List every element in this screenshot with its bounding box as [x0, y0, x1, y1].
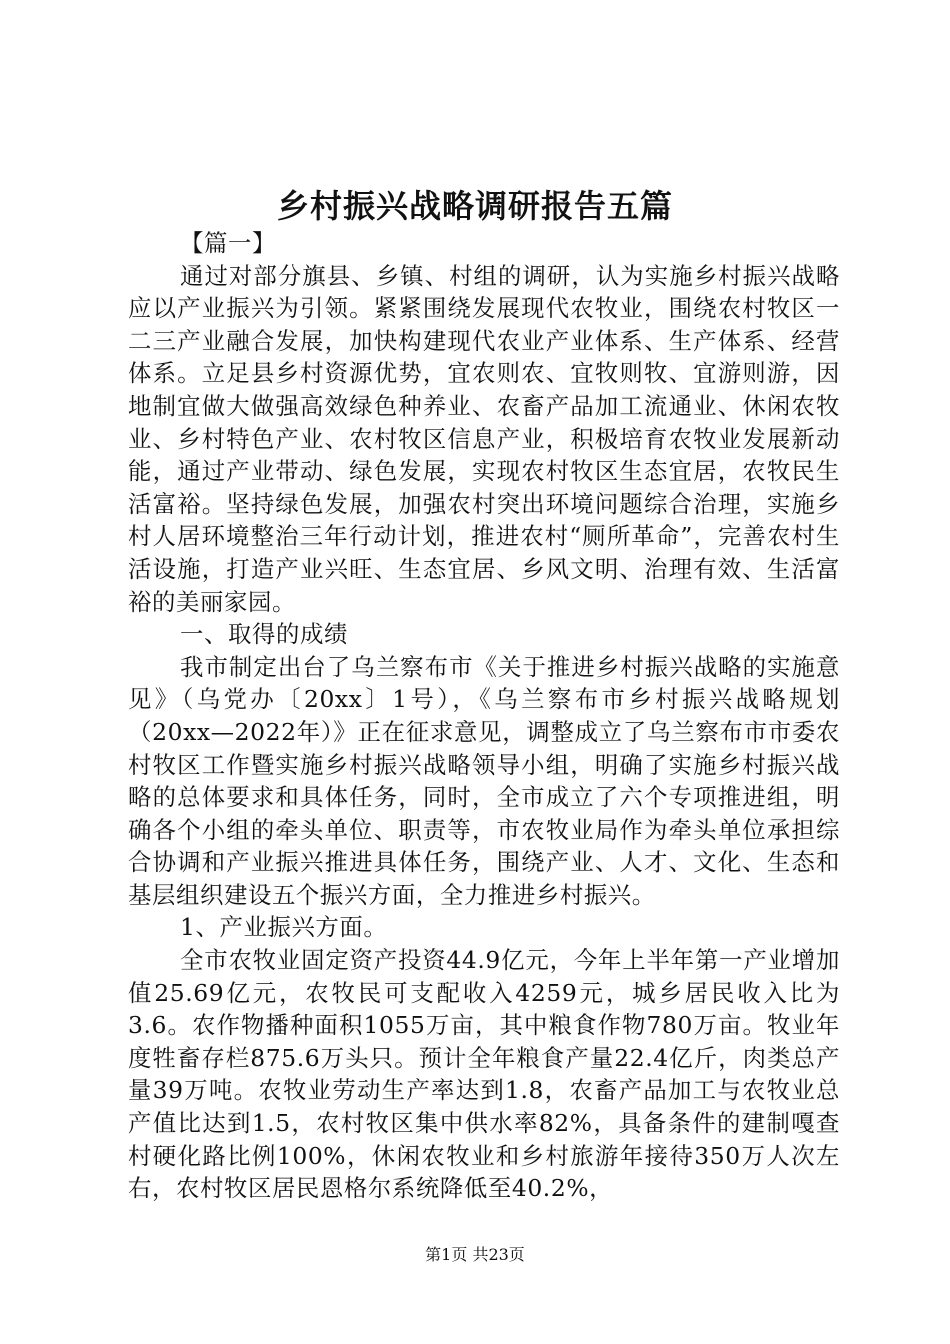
- paragraph-statistics: 全市农牧业固定资产投资44.9亿元，今年上半年第一产业增加值25.69亿元，农牧民可支配收入4259元，城乡居民收入比为3.6。农作物播种面积1055万亩，其中粮食作物780万亩。牧业年度牲畜存栏875.6万头只。预计全年粮食产量22.4亿斤，肉类总产量39万吨。农牧业劳动生产率达到1.8，农畜产品加工与农牧业总产值比达到1.5，农村牧区集中供水率82%，具备条件的建制嘎查村硬化路比例100%，休闲农牧业和乡村旅游年接待350万人次左右，农村牧区居民恩格尔系统降低至40.2%，: [128, 946, 840, 1203]
- paragraph-policy: 我市制定出台了乌兰察布市《关于推进乡村振兴战略的实施意见》（乌党办〔20xx〕1号），《乌兰察布市乡村振兴战略规划（20xx—2022年）》正在征求意见，调整成立了乌兰察布市市委农村牧区工作暨实施乡村振兴战略领导小组，明确了实施乡村振兴战略的总体要求和具体任务，同时，全市成立了六个专项推进组，明确各个小组的牵头单位、职责等，市农牧业局作为牵头单位承担综合协调和产业振兴推进具体任务，围绕产业、人才、文化、生态和基层组织建设五个振兴方面，全力推进乡村振兴。: [128, 652, 840, 909]
- subheading-industry: 1、产业振兴方面。: [180, 913, 388, 942]
- heading-achievements: 一、取得的成绩: [180, 620, 348, 649]
- paragraph-intro: 通过对部分旗县、乡镇、村组的调研，认为实施乡村振兴战略应以产业振兴为引领。紧紧围绕发展现代农牧业，围绕农村牧区一二三产业融合发展，加快构建现代农业产业体系、生产体系、经营体系。立足县乡村资源优势，宜农则农、宜牧则牧、宜游则游，因地制宜做大做强高效绿色种养业、农畜产品加工流通业、休闲农牧业、乡村特色产业、农村牧区信息产业，积极培育农牧业发展新动能，通过产业带动、绿色发展，实现农村牧区生态宜居，农牧民生活富裕。坚持绿色发展，加强农村突出环境问题综合治理，实施乡村人居环境整治三年行动计划，推进农村“厕所革命”，完善农村生活设施，打造产业兴旺、生态宜居、乡风文明、治理有效、生活富裕的美丽家园。: [128, 261, 840, 616]
- document-body: [128, 227, 840, 1205]
- section-label: 【篇一】: [180, 229, 276, 257]
- page-footer: 第1页 共23页: [425, 1245, 525, 1264]
- page-title: 乡村振兴战略调研报告五篇: [276, 187, 673, 225]
